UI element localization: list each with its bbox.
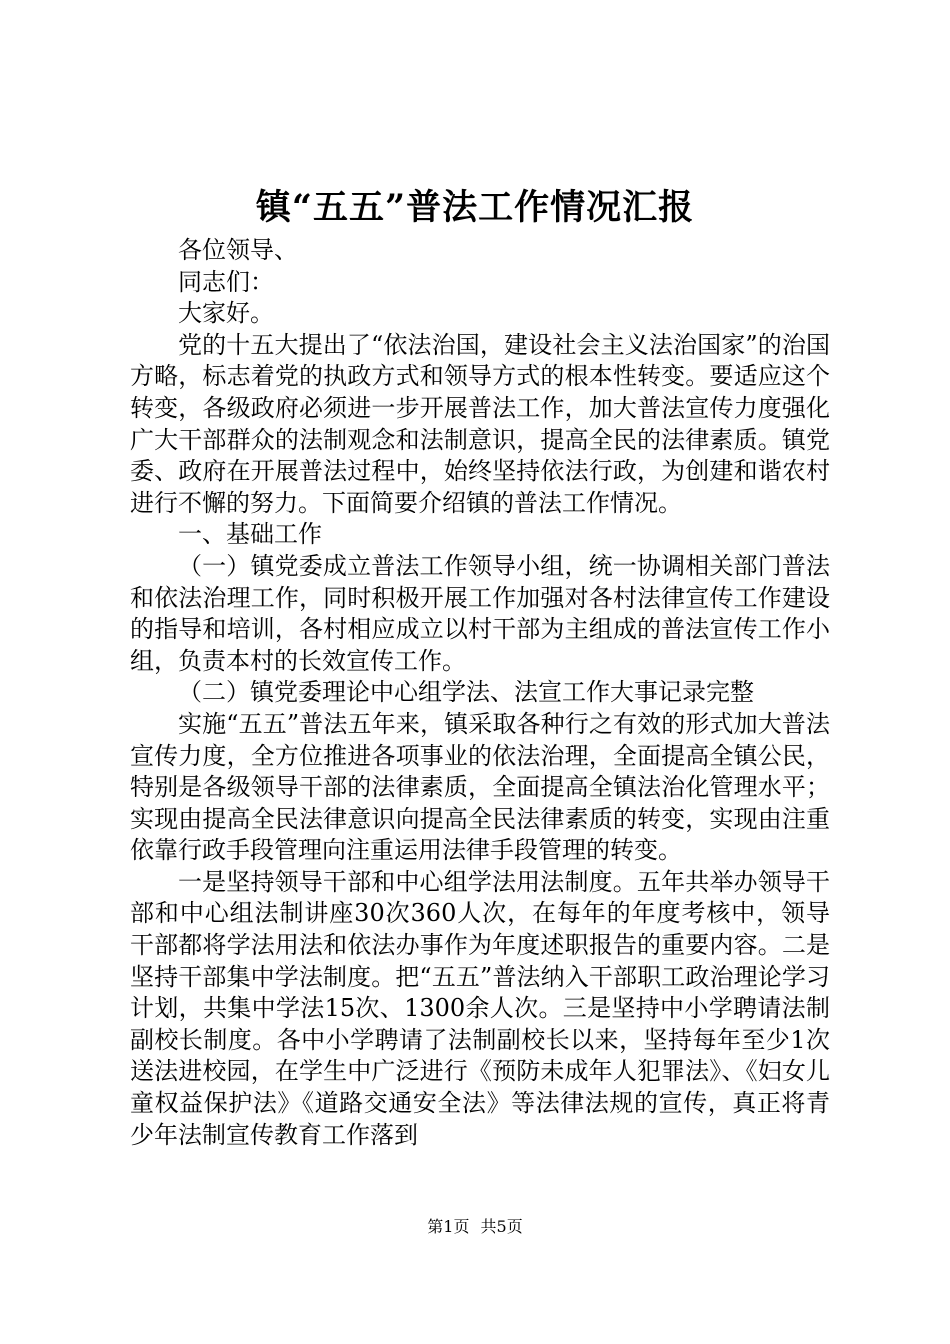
document-body [130, 235, 830, 1151]
page-total: 共5页 [480, 1217, 523, 1236]
page-number: 第1页 [427, 1217, 470, 1236]
salutation-line: 同志们： [178, 267, 274, 296]
greeting-line: 大家好。 [178, 299, 274, 328]
section-heading: 一、基础工作 [178, 520, 322, 549]
document-title: 镇“五五”普法工作情况汇报 [255, 187, 695, 228]
page-footer [0, 1216, 950, 1238]
body-paragraph: 一是坚持领导干部和中心组学法用法制度。五年共举办领导干部和中心组法制讲座30次360人次，在每年的年度考核中，领导干部都将学法用法和依法办事作为年度述职报告的重要内容。二是坚持干部集中学法制度。把“五五”普法纳入干部职工政治理论学习计划，共集中学法15次、1300余人次。三是坚持中小学聘请法制副校长制度。各中小学聘请了法制副校长以来，坚持每年至少1次送法进校园，在学生中广泛进行《预防未成年人犯罪法》、《妇女儿童权益保护法》《道路交通安全法》等法律法规的宣传，真正将青少年法制宣传教育工作落到 [130, 867, 830, 1149]
body-paragraph: 实施“五五”普法五年来，镇采取各种行之有效的形式加大普法宣传力度，全方位推进各项事业的依法治理，全面提高全镇公民，特别是各级领导干部的法律素质，全面提高全镇法治化管理水平；实现由提高全民法律意识向提高全民法律素质的转变，实现由注重依靠行政手段管理向注重运用法律手段管理的转变。 [130, 709, 830, 865]
body-paragraph: 党的十五大提出了“依法治国，建设社会主义法治国家”的治国方略，标志着党的执政方式和领导方式的根本性转变。要适应这个转变，各级政府必须进一步开展普法工作，加大普法宣传力度强化广大干部群众的法制观念和法制意识，提高全民的法律素质。镇党委、政府在开展普法过程中，始终坚持依法行政，为创建和谐农村进行不懈的努力。下面简要介绍镇的普法工作情况。 [130, 330, 830, 517]
salutation-line: 各位领导、 [178, 236, 298, 264]
body-paragraph: （一）镇党委成立普法工作领导小组，统一协调相关部门普法和依法治理工作，同时积极开展工作加强对各村法律宣传工作建设的指导和培训，各村相应成立以村干部为主组成的普法宣传工作小组，负责本村的长效宣传工作。 [130, 551, 830, 675]
subsection-heading: （二）镇党委理论中心组学法、法宣工作大事记录完整 [178, 678, 754, 707]
